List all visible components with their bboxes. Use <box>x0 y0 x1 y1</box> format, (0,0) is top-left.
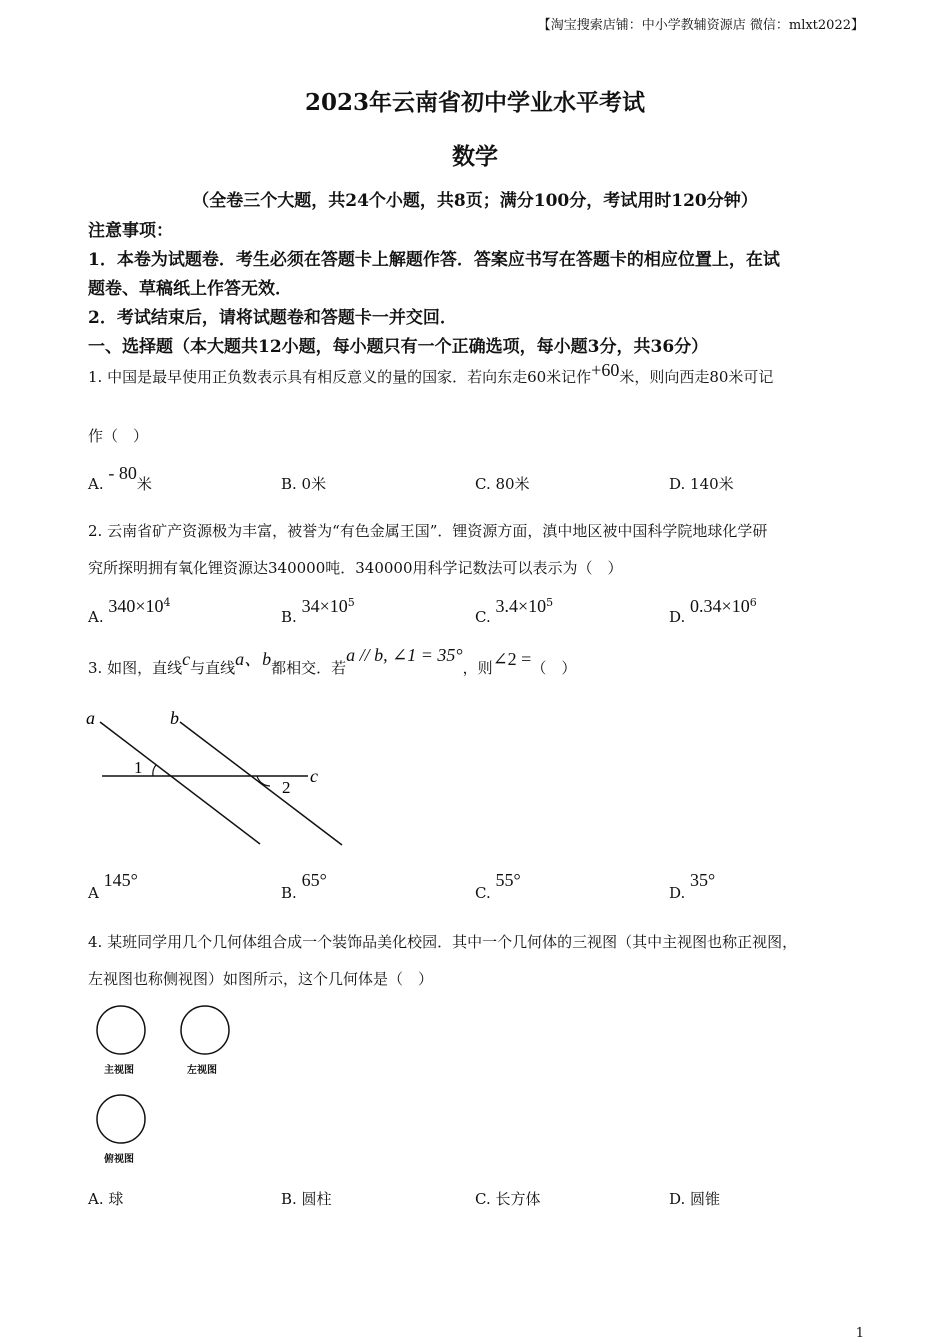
angle-1-arc <box>153 765 156 776</box>
q2-option-b-label: B. <box>281 608 297 626</box>
q3-text-c: 都相交．若 <box>271 659 347 677</box>
front-view-label: 主视图 <box>104 1065 134 1076</box>
q2-option-d[interactable] <box>669 596 757 626</box>
q3-option-b[interactable] <box>281 870 327 902</box>
q3-option-c-label: C. <box>475 884 491 902</box>
q3-text-a: 3. 如图，直线 <box>88 659 183 677</box>
exam-subject: 数学 <box>452 143 498 170</box>
q3-option-d-val: 35° <box>690 870 716 890</box>
question-4-line2: 左视图也称侧视图）如图所示，这个几何体是（ ） <box>88 970 434 988</box>
q3-text-e: （ ） <box>531 659 577 677</box>
label-angle-1: 1 <box>134 758 143 777</box>
q1-option-c[interactable]: C. 80米 <box>475 475 530 493</box>
page-number: 1 <box>855 1326 864 1341</box>
left-view-label: 左视图 <box>187 1065 217 1076</box>
label-c: c <box>310 766 318 786</box>
q2-option-b-exp: 5 <box>347 596 355 609</box>
q1-option-a-label: A. <box>88 475 104 493</box>
question-2-line1: 2. 云南省矿产资源极为丰富，被誉为“有色金属王国”．锂资源方面，滇中地区被中国科学院地球化学研 <box>88 522 768 540</box>
notice-2: 2．考试结束后，请将试题卷和答题卡一并交回． <box>88 308 457 328</box>
q3-option-b-val: 65° <box>301 870 327 890</box>
q3-text-d: ，则 <box>462 659 493 677</box>
q1-option-a-math: - 80 <box>108 463 137 483</box>
q3-option-a[interactable] <box>88 870 138 902</box>
q1-option-d[interactable]: D. 140米 <box>669 475 734 493</box>
line-a <box>100 722 260 844</box>
q4-option-b[interactable]: B. 圆柱 <box>281 1190 332 1208</box>
question-1-line1 <box>88 360 774 387</box>
question-4-line1: 4. 某班同学用几个几何体组合成一个装饰品美化校园．其中一个几何体的三视图（其中主视图也称正视图， <box>88 933 798 951</box>
q1-text-b: 米，则向西走80米可记 <box>619 368 774 386</box>
q2-option-b[interactable] <box>281 596 355 626</box>
q3-figure <box>80 700 370 860</box>
q3-option-a-val: 145° <box>103 870 138 890</box>
exam-title: 2023年云南省初中学业水平考试 <box>304 89 645 116</box>
notice-1-line2: 题卷、草稿纸上作答无效． <box>88 279 292 299</box>
q4-option-c[interactable]: C. 长方体 <box>475 1190 541 1208</box>
q2-option-d-base: 0.34×10 <box>690 596 750 616</box>
q1-text-a: 1. 中国是最早使用正负数表示具有相反意义的量的国家．若向东走60米记作 <box>88 368 592 386</box>
q3-option-c[interactable] <box>475 870 521 902</box>
front-view-circle <box>97 1006 145 1054</box>
q4-option-a[interactable]: A. 球 <box>88 1190 124 1208</box>
q2-option-a-exp: 4 <box>163 596 171 609</box>
angle-2-arc <box>257 776 270 786</box>
label-angle-2: 2 <box>282 778 291 797</box>
label-a: a <box>86 708 95 728</box>
q2-option-a-base: 340×10 <box>108 596 164 616</box>
q2-option-a-label: A. <box>88 608 104 626</box>
q3-option-b-label: B. <box>281 884 297 902</box>
q2-option-c-exp: 5 <box>546 596 554 609</box>
q1-option-a[interactable] <box>88 463 152 494</box>
question-3 <box>88 645 577 687</box>
notice-1-line1: 1．本卷为试题卷．考生必须在答题卡上解题作答．答案应书写在答题卡的相应位置上，在试 <box>88 250 780 270</box>
q3-math-ab: a、b <box>235 649 272 669</box>
top-view-circle <box>97 1095 145 1143</box>
q2-option-b-base: 34×10 <box>301 596 348 616</box>
q2-option-d-label: D. <box>669 608 686 626</box>
q1-math-plus60: +60 <box>591 360 620 380</box>
q4-three-views <box>90 1000 250 1170</box>
q2-option-c-base: 3.4×10 <box>495 596 547 616</box>
section-1-heading: 一、选择题（本大题共12小题，每小题只有一个正确选项，每小题3分，共36分） <box>88 337 709 357</box>
q3-option-d-label: D. <box>669 884 686 902</box>
q3-text-b: 与直线 <box>190 659 236 677</box>
q2-option-a[interactable] <box>88 596 171 626</box>
label-b: b <box>170 708 179 728</box>
exam-info: （全卷三个大题，共24个小题，共8页；满分100分，考试用时120分钟） <box>192 191 758 211</box>
q1-option-a-unit: 米 <box>136 475 152 493</box>
left-view-circle <box>181 1006 229 1054</box>
top-view-label: 俯视图 <box>104 1154 134 1165</box>
q3-option-a-label: A <box>88 884 99 902</box>
q4-option-d[interactable]: D. 圆锥 <box>669 1190 721 1208</box>
q2-option-c[interactable] <box>475 596 554 626</box>
q3-math-ask: ∠2 = <box>492 649 532 669</box>
notice-heading: 注意事项： <box>88 221 173 241</box>
question-2-line2: 究所探明拥有氧化锂资源达340000吨．340000用科学记数法可以表示为（ ） <box>88 559 623 577</box>
q3-math-c: c <box>182 649 191 669</box>
q2-option-c-label: C. <box>475 608 491 626</box>
q3-option-c-val: 55° <box>495 870 521 890</box>
header-note: 【淘宝搜索店铺：中小学教辅资源店 微信：mlxt2022】 <box>537 18 864 33</box>
q1-text-c: 作（ ） <box>88 427 149 445</box>
q3-option-d[interactable] <box>669 870 716 902</box>
q3-math-condition: a // b, ∠1 = 35° <box>346 645 463 665</box>
q1-option-b[interactable]: B. 0米 <box>281 475 327 493</box>
q2-option-d-exp: 6 <box>749 596 757 609</box>
